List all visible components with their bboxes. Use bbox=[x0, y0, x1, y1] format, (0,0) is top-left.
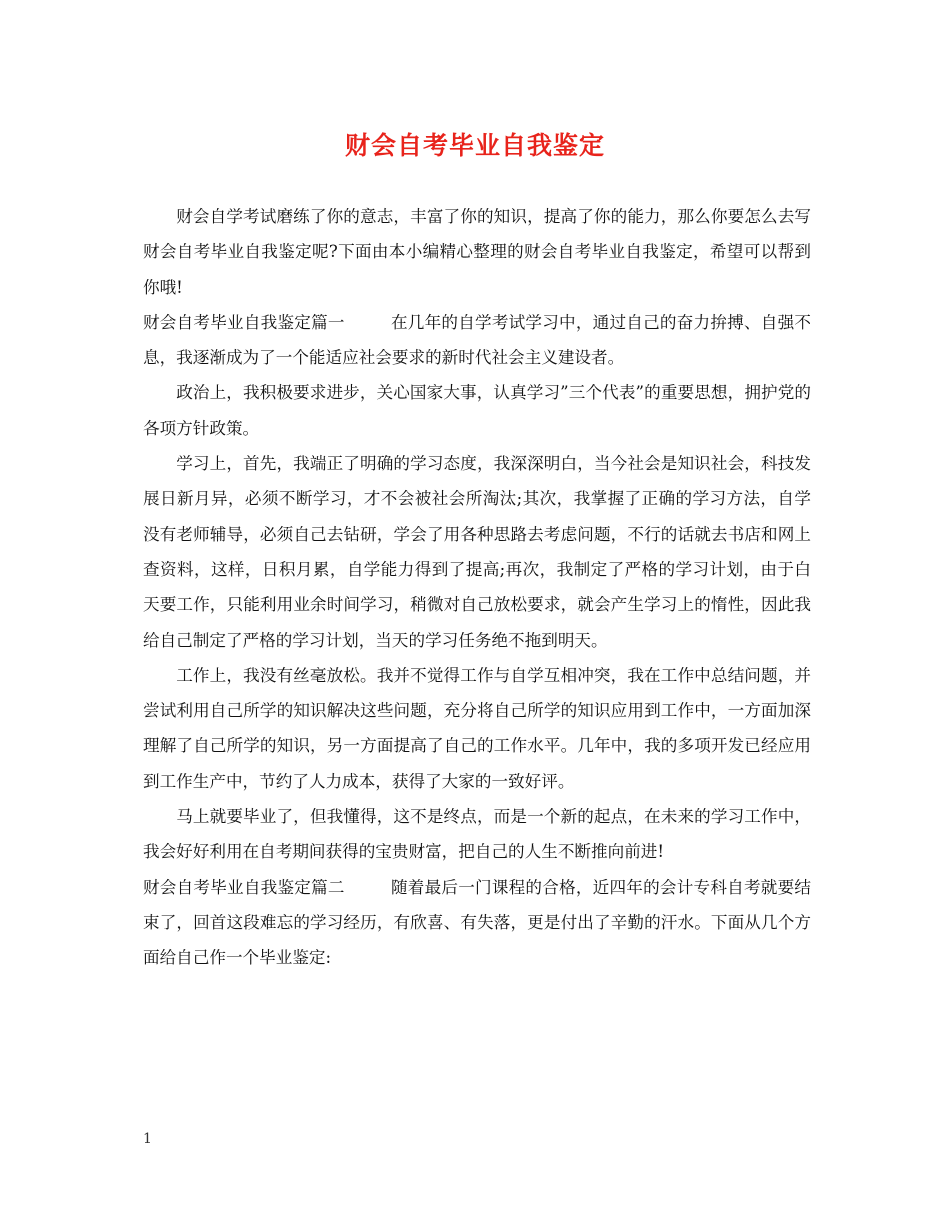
section-one-label: 财会自考毕业自我鉴定篇一 bbox=[143, 312, 345, 332]
section-one-text: 在几年的自学考试学习中，通过自己的奋力拚搏、自强不息，我逐渐成为了一个能适应社会要求的新时代社会主义建设者。 bbox=[143, 312, 812, 368]
section-two-label: 财会自考毕业自我鉴定篇二 bbox=[143, 877, 345, 897]
graduation-paragraph: 马上就要毕业了，但我懂得，这不是终点，而是一个新的起点，在未来的学习工作中，我会好好利用在自考期间获得的宝贵财富，把自己的人生不断推向前进! bbox=[143, 807, 811, 862]
work-paragraph: 工作上，我没有丝毫放松。我并不觉得工作与自学互相冲突，我在工作中总结问题，并尝试利用自己所学的知识解决这些问题，充分将自己所学的知识应用到工作中，一方面加深理解了自己所学的知识，另一方面提高了自己的工作水平。几年中，我的多项开发已经应用到工作生产中，节约了人力成本，获得了大家的一致好评。 bbox=[143, 665, 811, 791]
intro-paragraph: 财会自学考试磨练了你的意志，丰富了你的知识，提高了你的能力，那么你要怎么去写财会自考毕业自我鉴定呢?下面由本小编精心整理的财会自考毕业自我鉴定，希望可以帮到你哦! bbox=[143, 207, 811, 297]
section-two-paragraph bbox=[143, 870, 811, 976]
section-two-text: 随着最后一门课程的合格，近四年的会计专科自考就要结束了，回首这段难忘的学习经历，有欣喜、有失落，更是付出了辛勤的汗水。下面从几个方面给自己作一个毕业鉴定: bbox=[143, 877, 812, 968]
section-one-paragraph bbox=[143, 305, 811, 376]
document-body bbox=[143, 199, 811, 976]
politics-paragraph: 政治上，我积极要求进步，关心国家大事，认真学习”三个代表”的重要思想，拥护党的各项方针政策。 bbox=[143, 383, 811, 438]
study-paragraph: 学习上，首先，我端正了明确的学习态度，我深深明白，当今社会是知识社会，科技发展日新月异，必须不断学习，才不会被社会所淘汰;其次，我掌握了正确的学习方法，自学没有老师辅导，必须自己去钻研，学会了用各种思路去考虑问题，不行的话就去书店和网上查资料，这样，日积月累，自学能力得到了提高;再次，我制定了严格的学习计划，由于白天要工作，只能利用业余时间学习，稍微对自己放松要求，就会产生学习上的惰性，因此我给自己制定了严格的学习计划，当天的学习任务绝不拖到明天。 bbox=[143, 454, 811, 650]
document-title: 财会自考毕业自我鉴定 bbox=[344, 131, 605, 160]
page-number: 1 bbox=[143, 1131, 152, 1147]
